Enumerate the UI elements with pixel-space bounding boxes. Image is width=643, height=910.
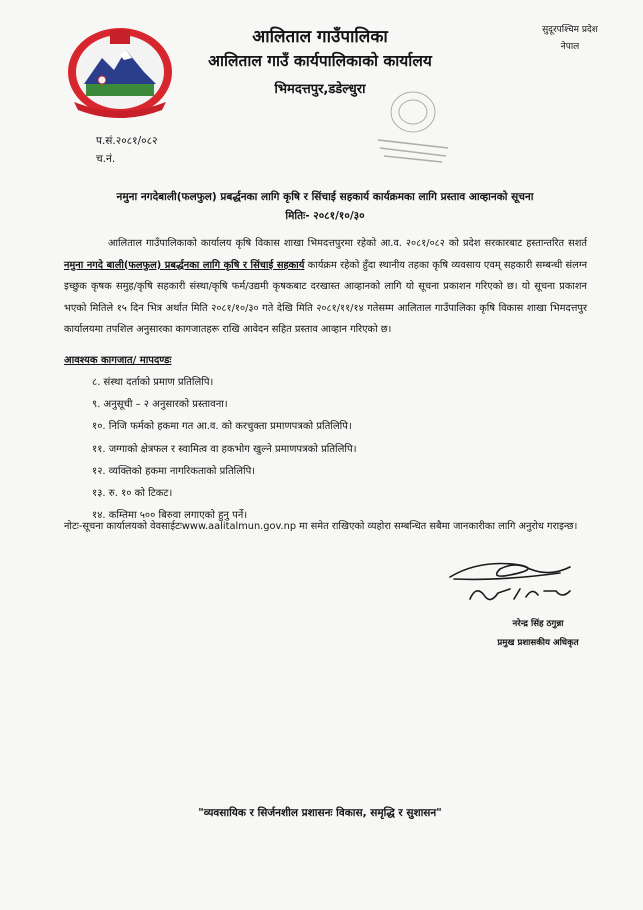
dispatch-number: च.नं. <box>96 153 116 165</box>
requirements-list <box>92 372 357 527</box>
notice-body-part2: कार्यक्रम रहेको हुँदा स्थानीय तहका कृषि व्यवसाय एवम् सहकारी सम्बन्धी संलग्न इच्छुक कृषक समुह/कृषि सहकारी संस्था/कृषि फर्म/उद्यमी कृषकबाट दरखास्त आव्हानको लागि यो सूचना प्रकाशन गरिएको छ। यो सूचना प्रकाशन भएको मितिले १५ दिन भित्र अर्थात मिति २०८१/१०/३० गते देखि मिति २०८१/११/१४ गतेसम्म आलिताल गाउँपालिका कृषि विकास शाखा भिमदत्तपुर कार्यालयमा तपशिल अनुसारका कागजातहरू राखि आवेदन सहित प्रस्ताव आव्हान गरिएको छ। <box>64 259 588 336</box>
notice-body <box>64 233 587 341</box>
nepal-emblem-logo <box>62 22 178 122</box>
office-name-line2: आलिताल गाउँ कार्यपालिकाको कार्यालय <box>208 52 432 70</box>
list-item: १४. कम्तिमा ५०० बिरुवा लगाएको हुनु पर्ने। <box>92 510 248 522</box>
list-item: ११. जग्गाको क्षेत्रफल र स्वामित्व वा हकभोग खुल्ने प्रमाणपत्रको प्रतिलिपि। <box>92 443 357 455</box>
letter-reference-number: प.सं.२०८१/०८२ <box>96 135 158 147</box>
province-block <box>520 22 620 56</box>
signatory-title: प्रमुख प्रशासकीय अधिकृत <box>497 638 579 648</box>
notice-body-part1: आलिताल गाउँपालिकाको कार्यालय कृषि विकास शाखा भिमदत्तपुरमा रहेको आ.व. २०८१/०८२ को प्रदेश सरकारबाट हस्तान्तरित सशर्त <box>108 238 587 249</box>
country-name: नेपाल <box>560 42 580 52</box>
list-item: १०. निजि फर्मको हकमा गत आ.व. को करचुक्ता प्रमाणपत्रको प्रतिलिपि। <box>92 421 352 433</box>
office-name-line1: आलिताल गाउँपालिका <box>252 27 388 47</box>
note-text: नोटः-सूचना कार्यालयको वेवसाईटःwww.aalitalmun.gov.np मा समेत राखिएको व्यहोरा सम्बन्धित सबैमा जानकारीका लागि अनुरोध गराइन्छ। <box>64 521 578 532</box>
list-item: ८. संस्था दर्ताको प्रमाण प्रतिलिपि। <box>92 377 214 388</box>
notice-date: मितिः- २०८१/१०/३० <box>285 210 365 222</box>
signatory-block <box>468 615 608 653</box>
province-name: सुदूरपश्चिम प्रदेश <box>542 25 598 35</box>
office-stamp <box>372 82 454 168</box>
notice-title: नमुना नगदेबाली(फलफुल) प्रबर्द्धनका लागि कृषि र सिंचाई सहकार्य कार्यक्रमका लागि प्रस्ताव आव्हानको सूचना <box>116 191 534 203</box>
footer-motto: "व्यवसायिक र सिर्जनशील प्रशासनः विकास, समृद्धि र सुशासन" <box>198 807 442 819</box>
program-name: नमुना नगदे बाली(फलफुल) प्रबर्द्धनका लागि कृषि र सिंचाई सहकार्य <box>64 259 305 271</box>
office-address: भिमदत्तपुर,डडेल्धुरा <box>274 82 366 97</box>
list-item: १२. व्यक्तिको हकमा नागरिकताको प्रतिलिपि। <box>92 465 256 477</box>
handwritten-signature <box>440 555 590 620</box>
list-item: ९. अनुसूची – २ अनुसारको प्रस्तावना। <box>92 399 228 411</box>
signatory-name: नरेन्द्र सिंह ठगुन्ना <box>512 619 564 629</box>
list-item: १३. रु. १० को टिकट। <box>92 487 173 499</box>
requirements-heading: आवश्यक कागजात/ मापदण्डः <box>64 355 172 366</box>
